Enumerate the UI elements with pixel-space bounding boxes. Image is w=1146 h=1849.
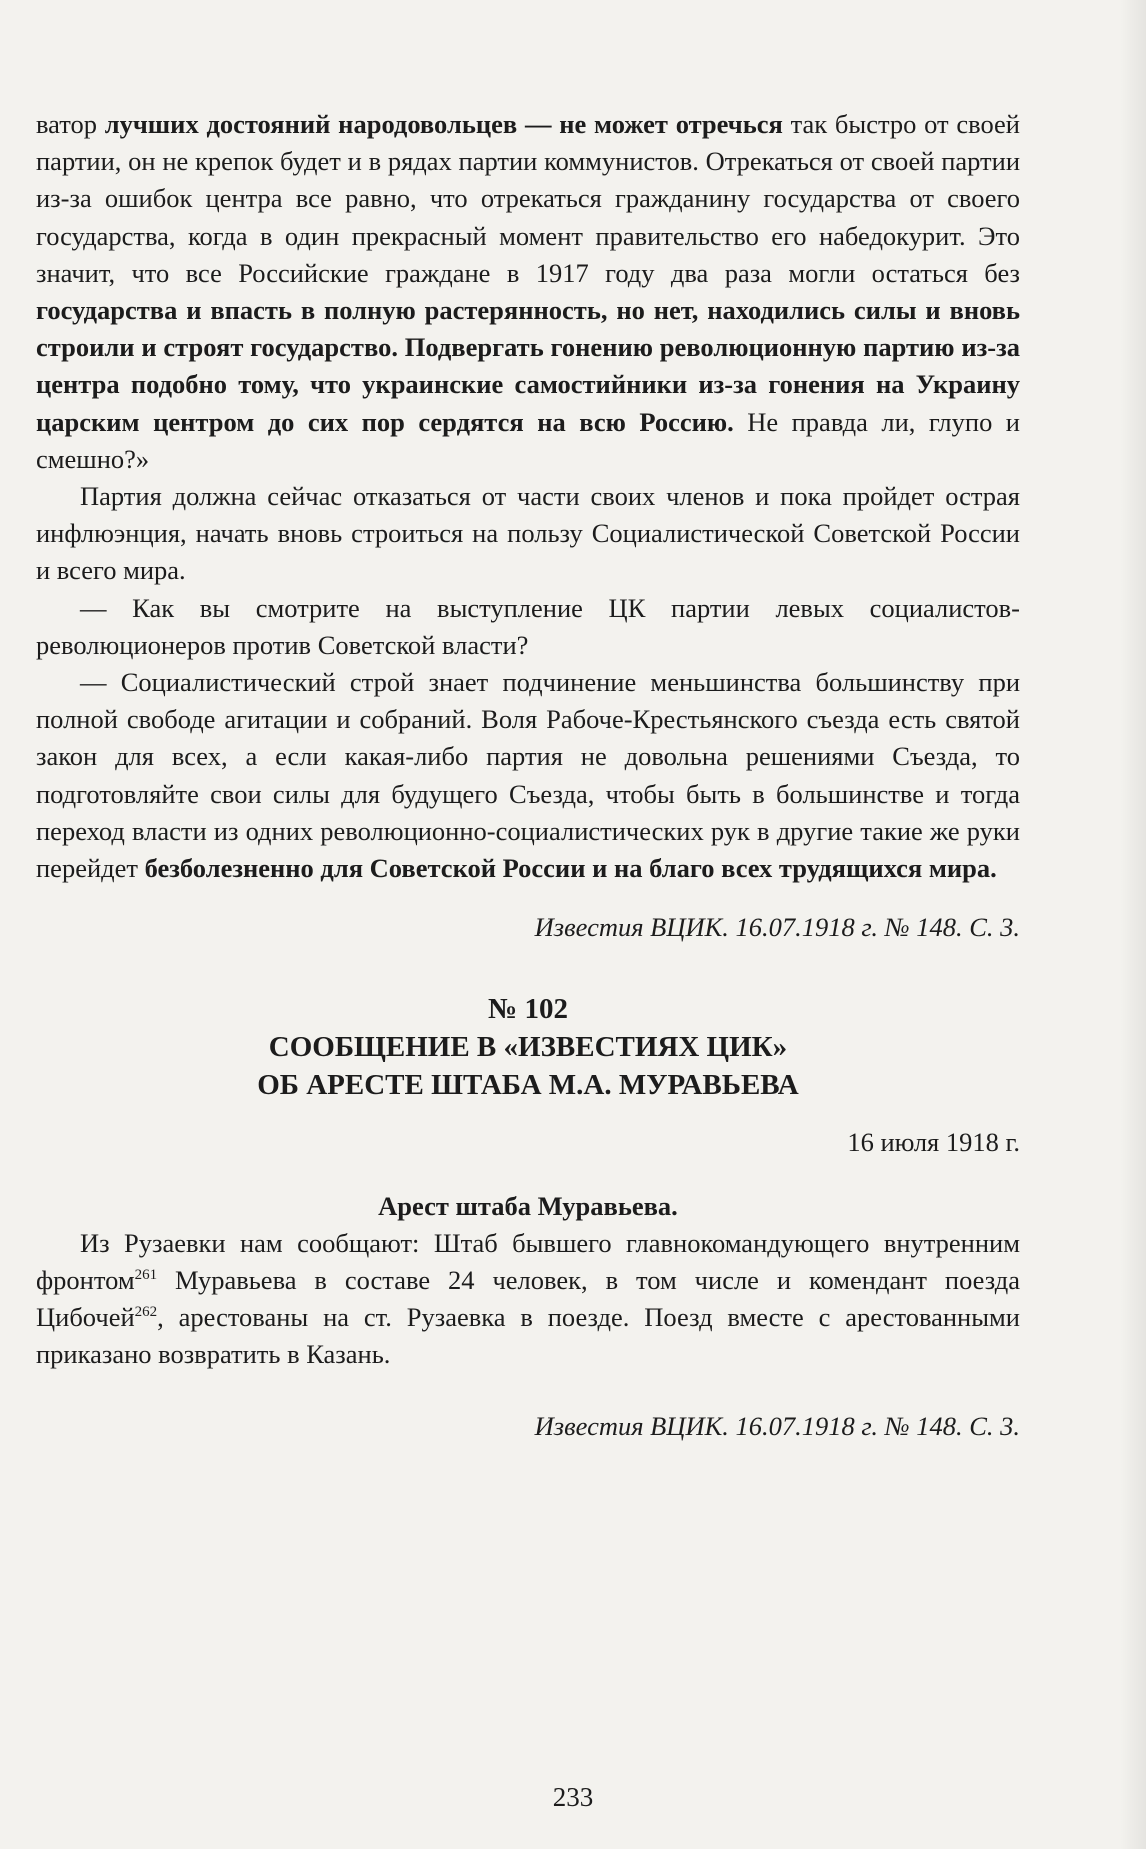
- text-run: ватор: [36, 109, 105, 139]
- document-title-line-2: ОБ АРЕСТЕ ШТАБА М.А. МУРАВЬЕВА: [257, 1069, 799, 1102]
- text-run: Не правда ли, глупо и смешно?»: [36, 406, 1020, 474]
- text-run: Муравьева в составе 24 человек, в том числе и комендант поезда Цибочей: [36, 1265, 1020, 1333]
- text-run: , арестованы на ст. Рузаевка в поезде. Поезд вместе с арестованными приказано возвратить в Казань.: [36, 1302, 1020, 1370]
- text-run: Из Рузаевки нам сообщают: Штаб бывшего главнокомандующего внутренним фронтом: [36, 1227, 1020, 1296]
- bold-run: безболезненно для Советской России и на благо всех трудящихся мира.: [144, 853, 997, 884]
- footnote-marker: 262: [134, 1304, 158, 1321]
- text-run: так быстро от своей партии, он не крепок будет и в рядах партии коммунистов. Отрекаться от своей партии из-за ошибок центра все равно, что отрекаться гражданину государства от своего государства, когда в один прекрасный момент правительство его набедокурит. Это значит, что все Российские граждане в 1917 году два раза могли остаться без: [36, 109, 1020, 288]
- page-number: 233: [552, 1782, 594, 1812]
- bold-run: лучших достояний народовольцев — не может отречься: [104, 109, 783, 139]
- text-run: — Социалистический строй знает подчинение меньшинства большинству при полной свободе агитации и собраний. Воля Рабоче-Крестьянского съезда есть святой закон для всех, а если какая-либо партия не довольна решениями Съезда, то подготовляйте свои силы для будущего Съезда, чтобы быть в большинстве и тогда переход власти из одних революционно-социалистических рук в другие такие же руки перейдет: [36, 667, 1020, 884]
- paragraph-1: [36, 106, 1020, 478]
- article-subheading: Арест штаба Муравьева.: [378, 1190, 678, 1221]
- paragraph-2: Партия должна сейчас отказаться от части своих членов и пока пройдет острая инфлюэнция, начать вновь строиться на пользу Социалистической Советской России и всего мира.: [36, 481, 1020, 586]
- page-body: [36, 106, 1020, 1445]
- paragraph-question: — Как вы смотрите на выступление ЦК партии левых социалистов-революционеров против Советской власти?: [36, 592, 1020, 660]
- document-date: 16 июля 1918 г.: [847, 1127, 1020, 1158]
- document-heading: [36, 990, 1020, 1104]
- source-citation-1: Известия ВЦИК. 16.07.1918 г. № 148. С. 3.: [534, 912, 1020, 943]
- paragraph-answer: [36, 664, 1020, 887]
- footnote-marker: 261: [134, 1267, 158, 1284]
- paragraph-arrest: [36, 1225, 1020, 1374]
- document-title-line-1: СООБЩЕНИЕ В «ИЗВЕСТИЯХ ЦИК»: [268, 1031, 788, 1064]
- source-citation-2: Известия ВЦИК. 16.07.1918 г. № 148. С. 3.: [534, 1410, 1020, 1441]
- page-edge-shadow: [1120, 0, 1146, 1849]
- bold-run: государства и впасть в полную растерянность, но нет, находились силы и вновь строили и строят государство. Подвергать гонению революционную партию из-за центра подобно тому, что украинские самостийники из-за гонения на Украину царским центром до сих пор сердятся на всю Россию.: [36, 295, 1020, 437]
- document-number: № 102: [488, 993, 568, 1026]
